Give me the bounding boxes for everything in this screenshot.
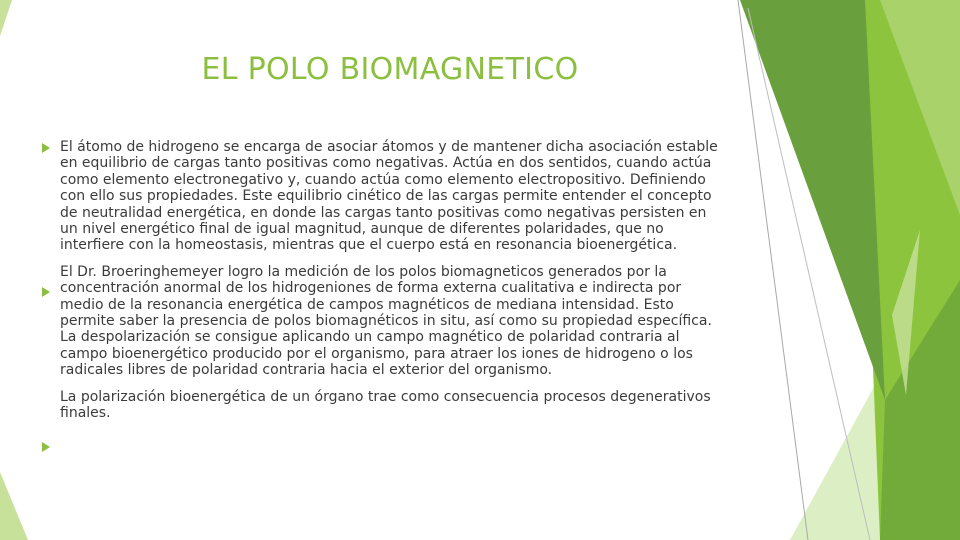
bullet-icon bbox=[42, 442, 50, 452]
bullet-icon bbox=[42, 287, 50, 297]
paragraph: El Dr. Broeringhemeyer logro la medición de los polos biomagneticos generados por la concentración anormal de los hidrogeniones de forma externa cualitativa e indirecta por medio de la resonancia energética de campos magnéticos de mediana intensidad. Esto permite saber la presencia de polos biomagnéticos in situ, así como su propiedad específica. bbox=[60, 263, 712, 330]
paragraph: El átomo de hidrogeno se encarga de asociar átomos y de mantener dicha asociación estable en equilibrio de cargas tanto positivas como negativas. Actúa en dos sentidos, cuando actúa como elemento electronegativo y, cuando actúa como elemento electropositivo. Definiendo con ello sus propiedades. Este equilibrio cinético de las cargas permite entender el concepto de neutralidad energética, en donde las cargas tanto positivas como negativas persisten en un nivel energético final de igual magnitud, aunque de diferentes polaridades, que no interfiere con la homeostasis, mientras que el cuerpo está en resonancia bioenergética. bbox=[60, 139, 718, 254]
left-accent-bottom bbox=[0, 472, 28, 540]
left-accent-top bbox=[0, 0, 12, 36]
right-facet-dark bbox=[740, 0, 885, 400]
slide-title: EL POLO BIOMAGNETICO bbox=[201, 52, 579, 87]
paragraph: La despolarización se consigue aplicando un campo magnético de polaridad contraria al campo bioenergético producido por el organismo, para atraer los iones de hidrogeno o los radicales libres de polaridad contraria hacia el exterior del organismo. bbox=[60, 329, 693, 379]
bullet-icon bbox=[42, 143, 50, 153]
slide-body bbox=[60, 139, 728, 422]
paragraph: La polarización bioenergética de un órgano trae como consecuencia procesos degenerativos finales. bbox=[60, 388, 711, 422]
